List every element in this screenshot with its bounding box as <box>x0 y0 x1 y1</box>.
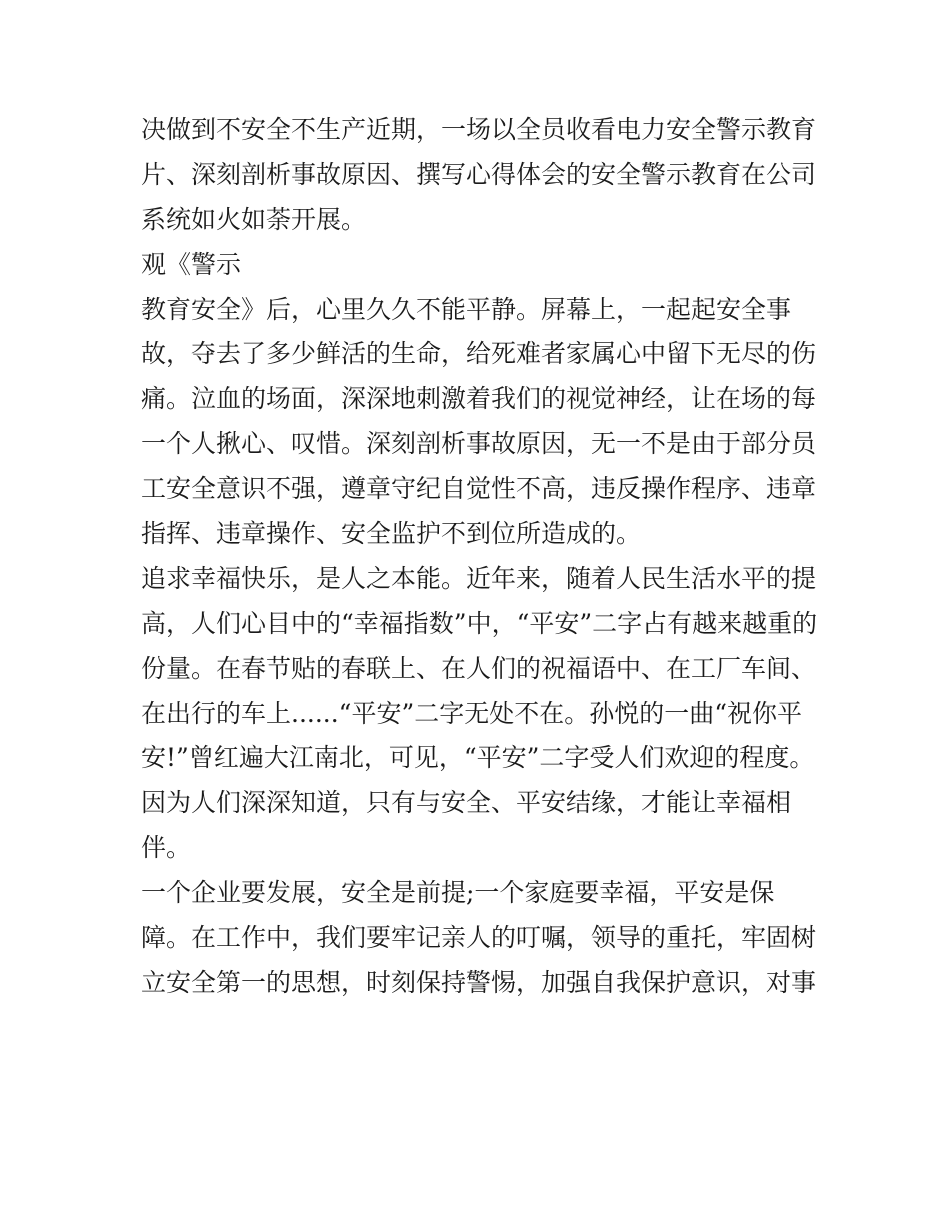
text-line: 教育安全》后，心里久久不能平静。屏幕上，一起起安全事 <box>141 294 792 324</box>
text-line: 追求幸福快乐，是人之本能。近年来，随着人民生活水平的提 <box>141 563 817 593</box>
text-line: 一个人揪心、叹惜。深刻剖析事故原因，无一不是由于部分员 <box>141 429 817 459</box>
text-line: 安!”曾红遍大江南北，可见，“平安”二字受人们欢迎的程度。 <box>141 743 815 773</box>
body-text <box>141 108 831 1006</box>
text-line: 一个企业要发展，安全是前提;一个家庭要幸福，平安是保 <box>141 878 775 908</box>
text-line: 伴。 <box>141 833 192 863</box>
text-line: 工安全意识不强，遵章守纪自觉性不高，违反操作程序、违章 <box>141 474 817 504</box>
text-line: 系统如火如荼开展。 <box>141 204 367 234</box>
text-line: 决做到不安全不生产近期，一场以全员收看电力安全警示教育 <box>141 115 817 144</box>
text-line: 故，夺去了多少鲜活的生命，给死难者家属心中留下无尽的伤 <box>141 339 817 369</box>
text-line: 高，人们心目中的“幸福指数”中，“平安”二字占有越来越重的 <box>141 608 818 638</box>
text-line: 在出行的车上......“平安”二字无处不在。孙悦的一曲“祝你平 <box>141 698 803 728</box>
text-line: 因为人们深深知道，只有与安全、平安结缘，才能让幸福相 <box>141 788 792 818</box>
text-line: 痛。泣血的场面，深深地刺激着我们的视觉神经，让在场的每 <box>141 384 817 414</box>
text-line: 指挥、违章操作、安全监护不到位所造成的。 <box>141 519 642 549</box>
text-line: 片、深刻剖析事故原因、撰写心得体会的安全警示教育在公司 <box>141 159 817 189</box>
text-line: 份量。在春节贴的春联上、在人们的祝福语中、在工厂车间、 <box>141 653 817 683</box>
text-line: 障。在工作中，我们要牢记亲人的叮嘱，领导的重托，牢固树 <box>141 923 817 953</box>
text-line: 观《警示 <box>141 249 242 279</box>
text-line: 立安全第一的思想，时刻保持警惕，加强自我保护意识，对事 <box>141 967 817 997</box>
